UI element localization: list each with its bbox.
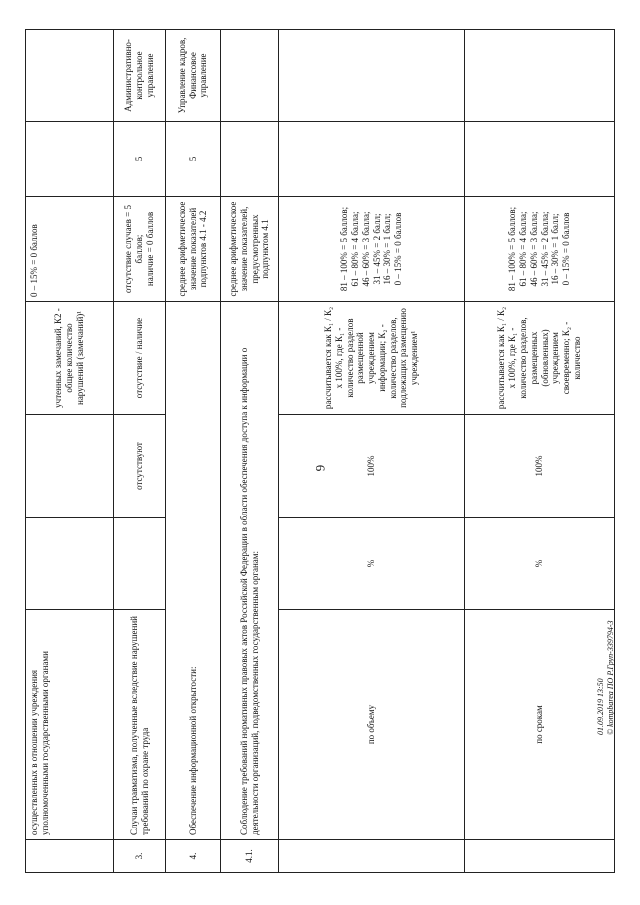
formula-cell: учтенных замечаний, К2 - общее количество нарушений (замечаний)¹ (26, 302, 114, 415)
unit-cell (26, 518, 114, 610)
max-score: 5 (114, 122, 166, 197)
indicator-name: осуществленных в отношении учреждения уполномоченными государственными органами (26, 610, 114, 840)
criteria-table (25, 29, 615, 873)
table-row (221, 30, 279, 873)
scale-cell: среднее арифметическое значение показателей, предусмотренных подпунктом 4.1 (221, 197, 279, 302)
responsible-unit (465, 30, 615, 122)
max-score: 5 (166, 122, 221, 197)
formula-cell: рассчитывается как К₁ / К₂ х 100%, где К₁ - количество разделов размещенной учреждением информации; К₂ - количество разделов, подлежащих размещению учреждением¹ (279, 302, 465, 415)
max-score (26, 122, 114, 197)
responsible-unit (26, 30, 114, 122)
responsible-unit (221, 30, 279, 122)
max-score (221, 122, 279, 197)
target-value: отсутствуют (114, 415, 166, 518)
indicator-name: по срокам (465, 610, 615, 840)
table-row (166, 30, 221, 873)
row-number (465, 840, 615, 873)
page-number: 6 (313, 464, 328, 472)
target-value: 100% (279, 415, 465, 518)
responsible-unit (279, 30, 465, 122)
row-number (279, 840, 465, 873)
target-value (26, 415, 114, 518)
document-footer (596, 565, 616, 735)
responsible-unit: Административно-контрольное управление (114, 30, 166, 122)
row-number: 4. (166, 840, 221, 873)
scale-cell: отсутствие случаев = 5 баллов; наличие = 0 баллов (114, 197, 166, 302)
indicator-name: по объему (279, 610, 465, 840)
table-row (279, 30, 465, 873)
scale-cell: 81 – 100% = 5 баллов; 61 – 80% = 4 балла; 46 – 60% = 3 балла; 31 – 45% = 2 балл; 16 – 30% = 1 балл; 0 – 15% = 0 баллов (279, 197, 465, 302)
max-score (465, 122, 615, 197)
table-row (26, 30, 114, 873)
formula-cell: рассчитывается как К₁ / К₂ х 100%, где К₁ - количество разделов, размещенных (обновленных) учреждением своевременно; К₂ - количество (465, 302, 615, 415)
rotated-table-container (25, 30, 615, 873)
footer-timestamp: 01.09.2019 13:50 (596, 678, 605, 735)
unit-cell: % (465, 518, 615, 610)
unit-cell: % (279, 518, 465, 610)
target-value: 100% (465, 415, 615, 518)
row-number: 4.1. (221, 840, 279, 873)
unit-cell (114, 518, 166, 610)
scale-cell: среднее арифметическое значение показателей подпунктов 4.1 - 4.2 (166, 197, 221, 302)
max-score (279, 122, 465, 197)
row-number (26, 840, 114, 873)
row-number: 3. (114, 840, 166, 873)
indicator-name: Случаи травматизма, полученные вследствие нарушений требований по охране труда (114, 610, 166, 840)
footer-source: © kompbarea ПО Р.Груп-339794-3 (606, 620, 615, 735)
responsible-unit: Управление кадров, Финансовое управление (166, 30, 221, 122)
scale-cell: 81 – 100% = 5 баллов; 61 – 80% = 4 балла; 46 – 60% = 3 балла; 31 – 45% = 2 балла; 16 – 30% = 1 балл; 0 – 15% = 0 баллов (465, 197, 615, 302)
table-row (465, 30, 615, 873)
formula-cell: отсутствие / наличие (114, 302, 166, 415)
table-row (114, 30, 166, 873)
indicator-name: Обеспечение информационной открытости: (166, 302, 221, 840)
scale-cell: 0 – 15% = 0 баллов (26, 197, 114, 302)
indicator-name: Соблюдение требований нормативных правовых актов Российской Федерации в области обеспечения доступа к информации о деятельности организаций, подведомственных государственным органам: (221, 302, 279, 840)
